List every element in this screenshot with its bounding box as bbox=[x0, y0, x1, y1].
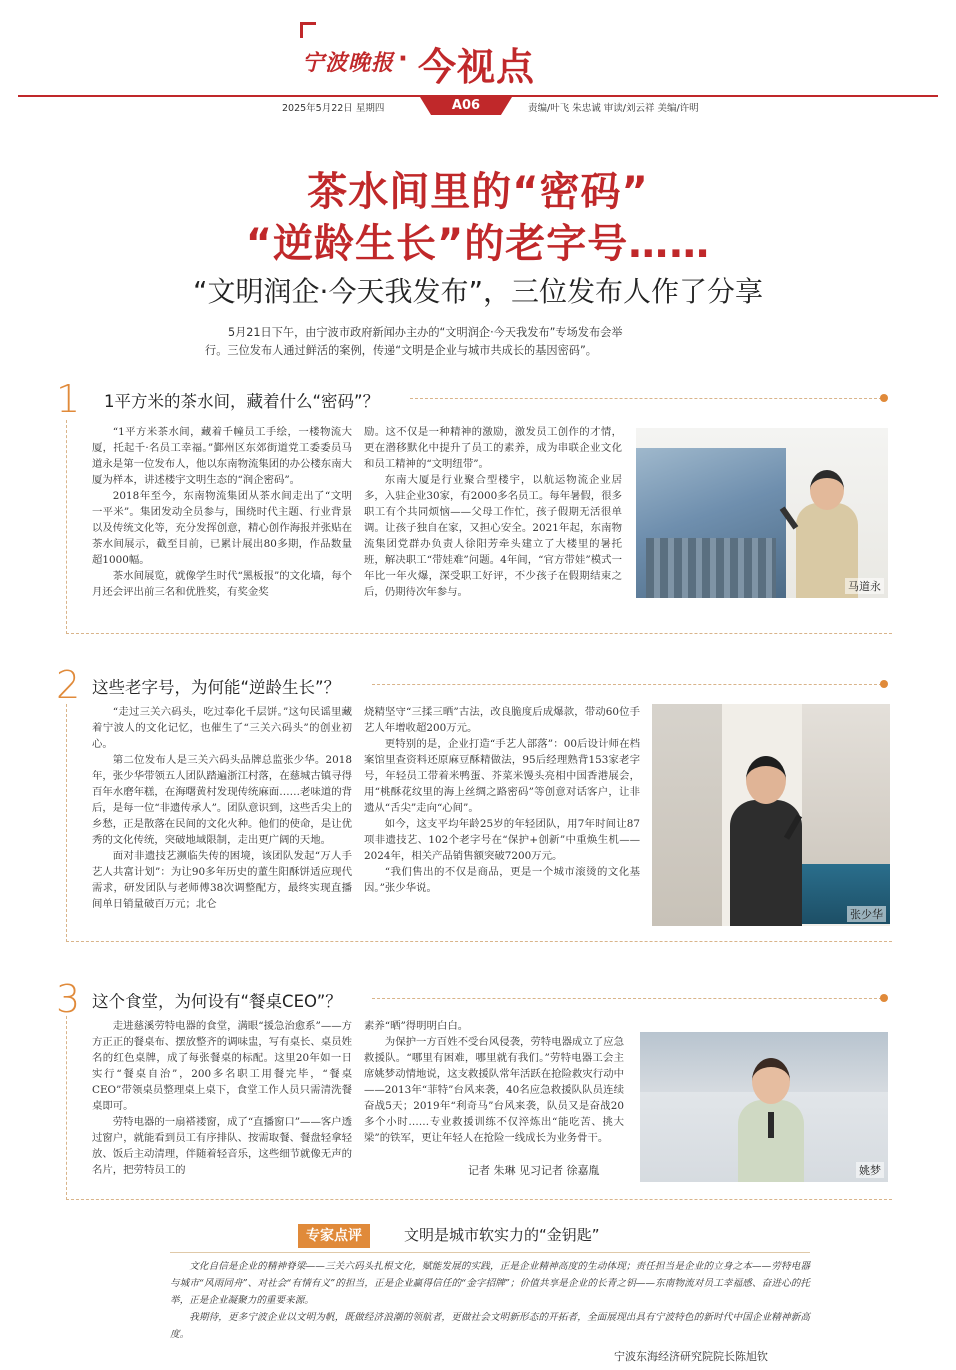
section-title: 今视点 bbox=[418, 45, 536, 89]
masthead-logo: 宁波晚报 bbox=[302, 50, 395, 76]
sec2-col1-p2: 第二位发布人是三关六码头品牌总监张少华。2018年，张少华带领五人团队踏遍浙江村落，在慈城古镇寻得百年水磨年糕，在海曙黄村发现传统麻面……老味道的背后，是每一位“非遗传承人”。团队意识到，这些舌尖上的乡愁，正是散落在民间的文化火种。他们的使命，是让优秀的文化传统，突破地域限制，走出更广阔的天地。 bbox=[92, 754, 352, 846]
expert-p2: 我期待，更多宁波企业以文明为帆，既做经济浪潮的领航者，更做社会文明新形态的开拓者，全面展现出具有宁波特色的新时代中国企业精神新高度。 bbox=[170, 1312, 810, 1340]
sec2-col2-p2: 更特别的是，企业打造“手艺人部落”：00后设计师在档案馆里查资料还原麻豆酥精做法，95后经理熟背153家老字号，年轻员工带着米鸭蛋、芥菜米馒头亮相中国香港展会，用“桃酥花纹里的海上丝绸之路密码”等创意对话客户，让非遗从“舌尖”走向“心间”。 bbox=[364, 738, 640, 814]
section3-rule bbox=[372, 998, 882, 999]
expert-title: 文明是城市软实力的“金钥匙” bbox=[404, 1226, 600, 1244]
speaker-torso bbox=[730, 800, 802, 926]
sec2-col2-p3: 如今，这支平均年龄25岁的年轻团队，用7年时间让87项非遗技艺、102个老字号在“保护+创新”中重焕生机——2024年，相关产品销售额突破7200万元。 bbox=[364, 818, 640, 862]
sec2-col1-p1: “走过三关六码头，吃过奉化千层饼。”这句民谣里藏着宁波人的文化记忆，也催生了“三关六码头”的创业初心。 bbox=[92, 706, 352, 750]
section2-col2 bbox=[364, 704, 640, 896]
section1-dot bbox=[880, 394, 888, 402]
sec2-col2-p1: 烧精坚守“三揉三晒”古法，改良脆度后成爆款，带动60位手艺人年增收超200万元。 bbox=[364, 706, 640, 734]
speaker-head bbox=[810, 470, 844, 510]
expert-body bbox=[170, 1258, 810, 1343]
section1-col2 bbox=[364, 424, 622, 600]
section1-title: 1平方米的茶水间，藏着什么“密码”？ bbox=[104, 392, 380, 411]
masthead-sep: · bbox=[398, 44, 408, 74]
section3-title: 这个食堂，为何设有“餐桌CEO”？ bbox=[92, 992, 342, 1011]
backdrop-panel-left bbox=[652, 704, 722, 926]
section2-number: 2 bbox=[56, 663, 81, 707]
issue-date: 2025年5月22日 星期四 bbox=[282, 103, 385, 114]
expert-tag: 专家点评 bbox=[298, 1224, 370, 1248]
sec1-col2-p1: 励。这不仅是一种精神的激励，激发员工创作的才情，更在潜移默化中提升了员工的素养，成为串联企业文化和员工精神的“文明纽带”。 bbox=[364, 426, 622, 470]
backdrop-panel-right bbox=[802, 704, 890, 874]
sec3-col2-p2: 为保护一方百姓不受台风侵袭，劳特电器成立了应急救援队。“哪里有困难，哪里就有我们。”劳特电器工会主席姚梦动情地说，这支救援队常年活跃在抢险救灾行动中——2013年“菲特”台风来袭，40名应急救援队队员连续奋战5天；2019年“利奇马”台风来袭，队员又是奋战20多个小时……专业救援训练不仅淬炼出“能吃苦、挑大梁”的铁军，更让年轻人在抢险一线成长为业务骨干。 bbox=[364, 1036, 624, 1144]
speaker-head bbox=[752, 1058, 790, 1104]
expert-rule bbox=[170, 1252, 810, 1253]
section1-rule bbox=[410, 398, 882, 399]
speaker-head bbox=[746, 756, 786, 804]
section3-byline: 记者 朱琳 见习记者 徐嘉胤 bbox=[468, 1164, 600, 1177]
sec3-col2-p1: 素养“晒”得明明白白。 bbox=[364, 1020, 469, 1032]
masthead bbox=[0, 0, 956, 120]
section2-col1 bbox=[92, 704, 352, 912]
expert-signature: 宁波东海经济研究院院长陈旭钦 bbox=[614, 1350, 768, 1363]
section1-number: 1 bbox=[56, 377, 81, 421]
section3-number: 3 bbox=[56, 977, 81, 1021]
sec1-col2-p2: 东南大厦是行业聚合型楼宇，以航运物流企业居多，入驻企业30家，有2000多名员工。每年暑假，很多职工有个共同烦恼——父母工作忙，孩子假期无活很单调。让孩子独自在家，又担心安全。2021年起，东南物流集团党群办负责人徐阳芳牵头建立了大楼里的暑托班，解决职工“带娃难”问题。4年间，“官方带娃”模式一年比一年火爆，深受职工好评，不少孩子在假期结束之后，仍期待次年参与。 bbox=[364, 474, 622, 598]
sec1-col1-p1: “1平方米茶水间，藏着千幢员工手绘，一楼物流大厦，托起千·名员工幸福。”鄞州区东郊街道党工委委员马道永是第一位发布人，他以东南物流集团的办公楼东南大厦为样本，讲述楼宇文明生态的“润企密码”。 bbox=[92, 426, 352, 486]
section3-photo bbox=[640, 1032, 888, 1182]
microphone bbox=[768, 1112, 774, 1138]
sec3-col1-p1: 走进慈溪劳特电器的食堂，满眼“援急治愈系”——方方正正的餐桌布、摆放整齐的调味盅，写有桌长、桌员姓名的红色桌牌，成了每张餐桌的标配。这里20年如一日实行“餐桌自治”，200多名职工用餐完毕，“餐桌CEO”带领桌员整理桌上桌下，食堂工作人员只需清洗餐桌即可。 bbox=[92, 1020, 353, 1112]
section3-col2 bbox=[364, 1018, 624, 1146]
subhead: “文明润企·今天我发布”，三位发布人作了分享 bbox=[193, 275, 763, 308]
sec2-col2-p4: “我们售出的不仅是商品，更是一个城市滚烫的文化基因。”张少华说。 bbox=[364, 866, 640, 894]
section2-photo bbox=[652, 704, 890, 926]
city-skyline bbox=[646, 538, 776, 598]
masthead-deco bbox=[300, 22, 316, 38]
page-number: A06 bbox=[451, 98, 481, 113]
intro-line1: 5月21日下午，由宁波市政府新闻办主办的“文明润企·今天我发布”专场发布会举 bbox=[228, 326, 623, 339]
section2-rule bbox=[372, 684, 882, 685]
section3-col1 bbox=[92, 1018, 352, 1178]
section2-photo-caption: 张少华 bbox=[847, 906, 886, 922]
section1-col1 bbox=[92, 424, 352, 600]
section2-title: 这些老字号，为何能“逆龄生长”？ bbox=[92, 678, 341, 697]
headline-line2: “逆龄生长”的老字号…… bbox=[245, 221, 711, 267]
credits: 责编/叶飞 朱忠诚 审读/刘云祥 美编/许明 bbox=[528, 103, 699, 114]
sec1-col1-p3: 茶水间展览，就像学生时代“黑板报”的文化墙，每个月还会评出前三名和优胜奖，有奖金奖 bbox=[92, 570, 353, 598]
section1-photo-caption: 马道永 bbox=[845, 578, 884, 594]
section2-dot bbox=[880, 680, 888, 688]
sec3-col1-p2: 劳特电器的一扇褡褛窗，成了“直播窗口”——客户透过窗户，就能看到员工有序排队、按需取餐、餐盘轻拿轻放、饭后主动清理，伴随着轻音乐，这些细节就像无声的名片，把劳特员工的 bbox=[92, 1116, 353, 1176]
headline-line1: 茶水间里的“密码” bbox=[307, 169, 649, 215]
sec2-col1-p3: 面对非遗技艺濒临失传的困境，该团队发起“万人手艺人共富计划”：为让90多年历史的董生阳酥饼适应现代需求，研发团队与老师傅38次调整配方，最终实现直播间单日销量破百万元；北仑 bbox=[92, 850, 352, 910]
expert-p1: 文化自信是企业的精神脊梁——三关六码头扎根文化，赋能发展的实践，正是企业精神高度的生动体现；责任担当是企业的立身之本——劳特电器与城市“风雨同舟”、对社会“有情有义”的担当，正是企业赢得信任的“金字招牌”；价值共享是企业的长青之钥——东南物流对员工幸福感、奋进心的托举，正是企业凝聚力的重要来源。 bbox=[170, 1261, 810, 1306]
intro-line2: 行。三位发布人通过鲜活的案例，传递“文明是企业与城市共成长的基因密码”。 bbox=[205, 344, 597, 357]
section3-photo-caption: 姚梦 bbox=[856, 1162, 884, 1178]
section3-dot bbox=[880, 994, 888, 1002]
section1-photo bbox=[636, 428, 888, 598]
sec1-col1-p2: 2018年至今，东南物流集团从茶水间走出了“文明一平米”。集团发动全员参与，围绕时代主题、行业背景以及传统文化等，充分发挥创意，精心创作海报并张贴在茶水间展示，截至目前，已累计展出80多期，作品数量超1000幅。 bbox=[92, 490, 352, 566]
